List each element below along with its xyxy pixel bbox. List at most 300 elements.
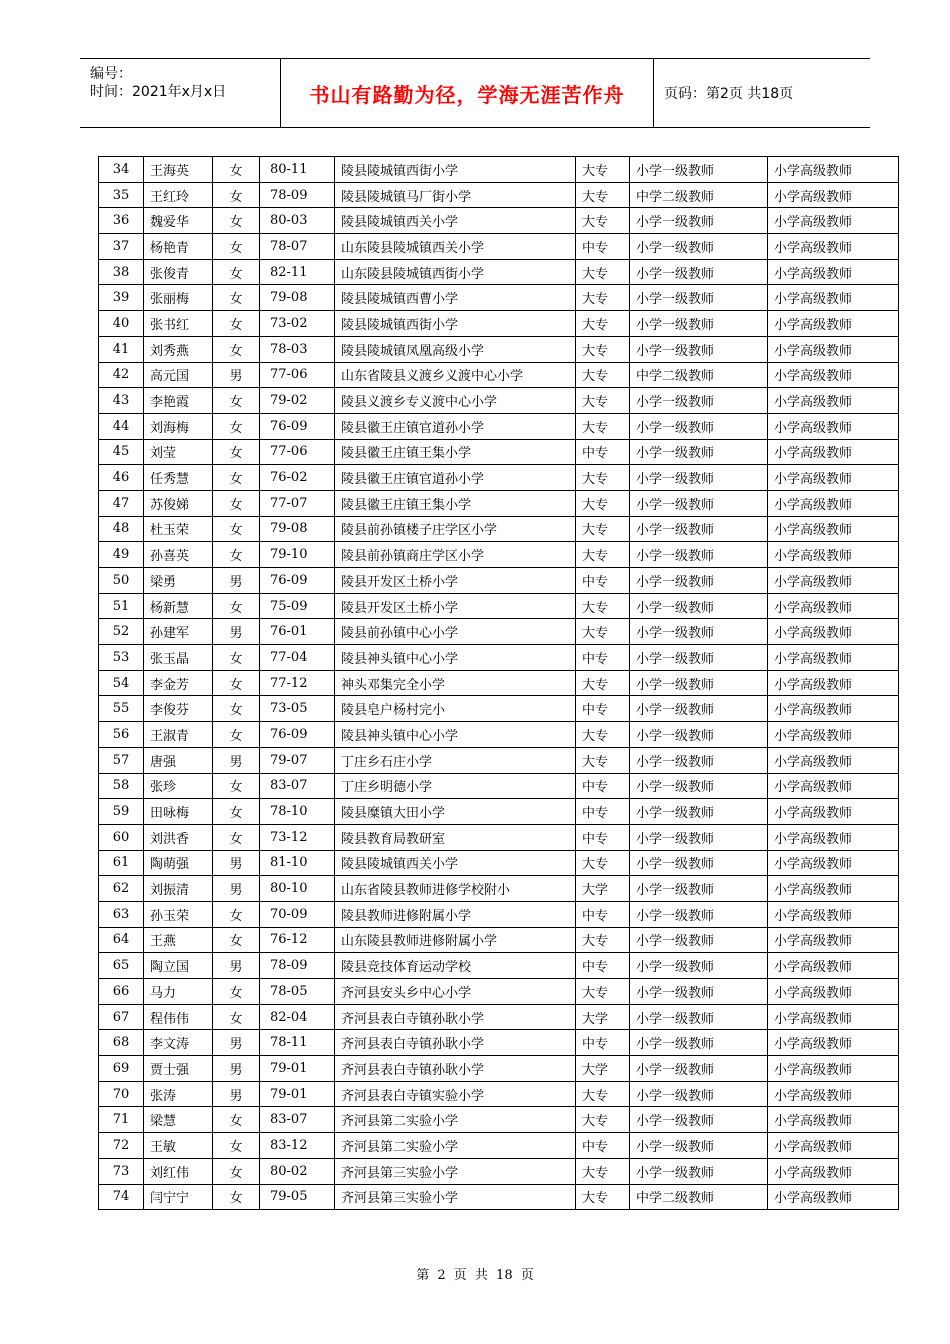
school-name-cell: 陵县神头镇中心小学	[335, 722, 576, 748]
row-number-cell: 67	[99, 1004, 144, 1030]
row-number-cell: 71	[99, 1107, 144, 1133]
birth-date-cell: 78-10	[260, 799, 335, 825]
teacher-name-cell: 程伟伟	[144, 1004, 213, 1030]
current-title-cell: 小学一级教师	[630, 645, 768, 671]
education-cell: 大专	[576, 311, 630, 337]
gender-cell: 女	[213, 208, 260, 234]
school-name-cell: 山东陵县教师进修附属小学	[335, 927, 576, 953]
applied-title-cell: 小学高级教师	[768, 413, 899, 439]
row-number-cell: 46	[99, 465, 144, 491]
education-cell: 大学	[576, 1004, 630, 1030]
current-title-cell: 中学二级教师	[630, 182, 768, 208]
teacher-name-cell: 贾士强	[144, 1056, 213, 1082]
table-row	[99, 259, 899, 285]
teacher-name-cell: 张俊青	[144, 259, 213, 285]
applied-title-cell: 小学高级教师	[768, 1133, 899, 1159]
applied-title-cell: 小学高级教师	[768, 465, 899, 491]
table-row	[99, 234, 899, 260]
applied-title-cell: 小学高级教师	[768, 1081, 899, 1107]
current-title-cell: 小学一级教师	[630, 747, 768, 773]
time-label: 时间：2021年x月x日	[90, 84, 227, 100]
teacher-name-cell: 王燕	[144, 927, 213, 953]
school-name-cell: 陵县糜镇大田小学	[335, 799, 576, 825]
table-row	[99, 311, 899, 337]
birth-date-cell: 78-09	[260, 182, 335, 208]
table-row	[99, 516, 899, 542]
applied-title-cell: 小学高级教师	[768, 722, 899, 748]
birth-date-cell: 78-05	[260, 979, 335, 1005]
gender-cell: 女	[213, 516, 260, 542]
table-row	[99, 747, 899, 773]
birth-date-cell: 77-07	[260, 490, 335, 516]
teacher-name-cell: 刘红伟	[144, 1158, 213, 1184]
applied-title-cell: 小学高级教师	[768, 979, 899, 1005]
school-name-cell: 陵县义渡乡专义渡中心小学	[335, 388, 576, 414]
education-cell: 大专	[576, 850, 630, 876]
teacher-name-cell: 张书红	[144, 311, 213, 337]
applied-title-cell: 小学高级教师	[768, 901, 899, 927]
teacher-name-cell: 孙玉荣	[144, 901, 213, 927]
birth-date-cell: 73-12	[260, 824, 335, 850]
table-row	[99, 439, 899, 465]
applied-title-cell: 小学高级教师	[768, 1107, 899, 1133]
applied-title-cell: 小学高级教师	[768, 234, 899, 260]
teacher-name-cell: 闫宁宁	[144, 1184, 213, 1210]
school-name-cell: 山东陵县陵城镇西关小学	[335, 234, 576, 260]
teacher-name-cell: 田咏梅	[144, 799, 213, 825]
birth-date-cell: 82-04	[260, 1004, 335, 1030]
teacher-name-cell: 王淑青	[144, 722, 213, 748]
applied-title-cell: 小学高级教师	[768, 490, 899, 516]
teacher-name-cell: 张丽梅	[144, 285, 213, 311]
row-number-cell: 61	[99, 850, 144, 876]
gender-cell: 男	[213, 568, 260, 594]
birth-date-cell: 78-03	[260, 336, 335, 362]
current-title-cell: 小学一级教师	[630, 670, 768, 696]
applied-title-cell: 小学高级教师	[768, 1184, 899, 1210]
applied-title-cell: 小学高级教师	[768, 1004, 899, 1030]
row-number-cell: 44	[99, 413, 144, 439]
birth-date-cell: 78-11	[260, 1030, 335, 1056]
education-cell: 中专	[576, 824, 630, 850]
birth-date-cell: 75-09	[260, 593, 335, 619]
current-title-cell: 小学一级教师	[630, 1133, 768, 1159]
education-cell: 大专	[576, 182, 630, 208]
current-title-cell: 小学一级教师	[630, 953, 768, 979]
gender-cell: 女	[213, 645, 260, 671]
education-cell: 中专	[576, 773, 630, 799]
education-cell: 大专	[576, 388, 630, 414]
school-name-cell: 丁庄乡明德小学	[335, 773, 576, 799]
row-number-cell: 70	[99, 1081, 144, 1107]
current-title-cell: 小学一级教师	[630, 773, 768, 799]
current-title-cell: 小学一级教师	[630, 234, 768, 260]
gender-cell: 女	[213, 799, 260, 825]
birth-date-cell: 76-02	[260, 465, 335, 491]
table-row	[99, 388, 899, 414]
applied-title-cell: 小学高级教师	[768, 850, 899, 876]
gender-cell: 女	[213, 542, 260, 568]
gender-cell: 女	[213, 1133, 260, 1159]
school-name-cell: 陵县开发区土桥小学	[335, 593, 576, 619]
row-number-cell: 69	[99, 1056, 144, 1082]
education-cell: 中专	[576, 1030, 630, 1056]
education-cell: 大专	[576, 336, 630, 362]
gender-cell: 女	[213, 311, 260, 337]
current-title-cell: 小学一级教师	[630, 1107, 768, 1133]
school-name-cell: 齐河县表白寺镇孙耿小学	[335, 1004, 576, 1030]
row-number-cell: 68	[99, 1030, 144, 1056]
current-title-cell: 小学一级教师	[630, 876, 768, 902]
applied-title-cell: 小学高级教师	[768, 645, 899, 671]
education-cell: 大专	[576, 722, 630, 748]
birth-date-cell: 79-08	[260, 285, 335, 311]
table-row	[99, 1107, 899, 1133]
teacher-name-cell: 陶立国	[144, 953, 213, 979]
table-row	[99, 696, 899, 722]
row-number-cell: 65	[99, 953, 144, 979]
applied-title-cell: 小学高级教师	[768, 1030, 899, 1056]
school-name-cell: 陵县徽王庄镇官道孙小学	[335, 465, 576, 491]
table-row	[99, 1081, 899, 1107]
education-cell: 大专	[576, 259, 630, 285]
gender-cell: 女	[213, 773, 260, 799]
birth-date-cell: 79-01	[260, 1081, 335, 1107]
birth-date-cell: 79-10	[260, 542, 335, 568]
teacher-name-cell: 刘莹	[144, 439, 213, 465]
education-cell: 大专	[576, 542, 630, 568]
education-cell: 大学	[576, 876, 630, 902]
applied-title-cell: 小学高级教师	[768, 516, 899, 542]
school-name-cell: 陵县徽王庄镇王集小学	[335, 490, 576, 516]
school-name-cell: 陵县教育局教研室	[335, 824, 576, 850]
current-title-cell: 小学一级教师	[630, 388, 768, 414]
gender-cell: 女	[213, 234, 260, 260]
education-cell: 大学	[576, 1056, 630, 1082]
applied-title-cell: 小学高级教师	[768, 876, 899, 902]
education-cell: 大专	[576, 490, 630, 516]
teacher-name-cell: 刘洪香	[144, 824, 213, 850]
gender-cell: 女	[213, 388, 260, 414]
current-title-cell: 小学一级教师	[630, 1158, 768, 1184]
current-title-cell: 小学一级教师	[630, 568, 768, 594]
gender-cell: 女	[213, 182, 260, 208]
current-title-cell: 中学二级教师	[630, 1184, 768, 1210]
education-cell: 大专	[576, 465, 630, 491]
table-row	[99, 208, 899, 234]
row-number-cell: 52	[99, 619, 144, 645]
row-number-cell: 41	[99, 336, 144, 362]
education-cell: 大专	[576, 208, 630, 234]
current-title-cell: 小学一级教师	[630, 593, 768, 619]
school-name-cell: 陵县陵城镇西街小学	[335, 311, 576, 337]
gender-cell: 男	[213, 850, 260, 876]
birth-date-cell: 70-09	[260, 901, 335, 927]
row-number-cell: 42	[99, 362, 144, 388]
education-cell: 大专	[576, 927, 630, 953]
birth-date-cell: 79-05	[260, 1184, 335, 1210]
current-title-cell: 小学一级教师	[630, 465, 768, 491]
teacher-name-cell: 梁慧	[144, 1107, 213, 1133]
row-number-cell: 63	[99, 901, 144, 927]
table-row	[99, 568, 899, 594]
gender-cell: 女	[213, 824, 260, 850]
birth-date-cell: 78-09	[260, 953, 335, 979]
page-code: 页码：第2页 共18页	[664, 86, 794, 102]
education-cell: 中专	[576, 799, 630, 825]
education-cell: 大专	[576, 285, 630, 311]
current-title-cell: 小学一级教师	[630, 1056, 768, 1082]
education-cell: 大专	[576, 747, 630, 773]
teacher-name-cell: 王红玲	[144, 182, 213, 208]
school-name-cell: 陵县陵城镇西关小学	[335, 850, 576, 876]
row-number-cell: 66	[99, 979, 144, 1005]
school-name-cell: 山东省陵县义渡乡义渡中心小学	[335, 362, 576, 388]
teacher-name-cell: 李金芳	[144, 670, 213, 696]
table-row	[99, 645, 899, 671]
applied-title-cell: 小学高级教师	[768, 388, 899, 414]
birth-date-cell: 79-07	[260, 747, 335, 773]
row-number-cell: 34	[99, 157, 144, 183]
table-body	[99, 157, 899, 1210]
applied-title-cell: 小学高级教师	[768, 696, 899, 722]
page-header	[80, 58, 870, 128]
row-number-cell: 62	[99, 876, 144, 902]
applied-title-cell: 小学高级教师	[768, 799, 899, 825]
teacher-name-cell: 李俊芬	[144, 696, 213, 722]
gender-cell: 女	[213, 465, 260, 491]
gender-cell: 男	[213, 1081, 260, 1107]
education-cell: 大专	[576, 157, 630, 183]
applied-title-cell: 小学高级教师	[768, 593, 899, 619]
table-row	[99, 413, 899, 439]
current-title-cell: 小学一级教师	[630, 259, 768, 285]
school-name-cell: 陵县前孙镇中心小学	[335, 619, 576, 645]
education-cell: 大专	[576, 1107, 630, 1133]
table-row	[99, 182, 899, 208]
teacher-name-cell: 杨新慧	[144, 593, 213, 619]
school-name-cell: 陵县陵城镇马厂街小学	[335, 182, 576, 208]
school-name-cell: 齐河县表白寺镇实验小学	[335, 1081, 576, 1107]
applied-title-cell: 小学高级教师	[768, 336, 899, 362]
applied-title-cell: 小学高级教师	[768, 619, 899, 645]
teacher-name-cell: 李艳霞	[144, 388, 213, 414]
table-row	[99, 670, 899, 696]
applied-title-cell: 小学高级教师	[768, 259, 899, 285]
table-row	[99, 773, 899, 799]
number-label: 编号：	[90, 66, 132, 82]
current-title-cell: 小学一级教师	[630, 516, 768, 542]
gender-cell: 女	[213, 259, 260, 285]
page-footer: 第 2 页 共 18 页	[416, 1268, 534, 1283]
education-cell: 大专	[576, 1158, 630, 1184]
current-title-cell: 小学一级教师	[630, 619, 768, 645]
gender-cell: 女	[213, 1107, 260, 1133]
table-row	[99, 979, 899, 1005]
table-row	[99, 799, 899, 825]
applied-title-cell: 小学高级教师	[768, 182, 899, 208]
teacher-name-cell: 李文涛	[144, 1030, 213, 1056]
teacher-name-cell: 孙建军	[144, 619, 213, 645]
applied-title-cell: 小学高级教师	[768, 773, 899, 799]
current-title-cell: 小学一级教师	[630, 850, 768, 876]
applied-title-cell: 小学高级教师	[768, 362, 899, 388]
gender-cell: 女	[213, 336, 260, 362]
school-name-cell: 神头邓集完全小学	[335, 670, 576, 696]
birth-date-cell: 78-07	[260, 234, 335, 260]
row-number-cell: 47	[99, 490, 144, 516]
education-cell: 中专	[576, 439, 630, 465]
birth-date-cell: 73-02	[260, 311, 335, 337]
gender-cell: 女	[213, 1004, 260, 1030]
applied-title-cell: 小学高级教师	[768, 311, 899, 337]
teacher-name-cell: 梁勇	[144, 568, 213, 594]
gender-cell: 女	[213, 1184, 260, 1210]
current-title-cell: 小学一级教师	[630, 799, 768, 825]
birth-date-cell: 76-12	[260, 927, 335, 953]
current-title-cell: 小学一级教师	[630, 722, 768, 748]
gender-cell: 女	[213, 1158, 260, 1184]
education-cell: 大专	[576, 619, 630, 645]
row-number-cell: 49	[99, 542, 144, 568]
applied-title-cell: 小学高级教师	[768, 285, 899, 311]
school-name-cell: 齐河县第三实验小学	[335, 1158, 576, 1184]
school-name-cell: 齐河县第三实验小学	[335, 1184, 576, 1210]
gender-cell: 男	[213, 1030, 260, 1056]
current-title-cell: 小学一级教师	[630, 490, 768, 516]
row-number-cell: 64	[99, 927, 144, 953]
school-name-cell: 山东省陵县教师进修学校附小	[335, 876, 576, 902]
row-number-cell: 37	[99, 234, 144, 260]
school-name-cell: 丁庄乡石庄小学	[335, 747, 576, 773]
birth-date-cell: 77-12	[260, 670, 335, 696]
birth-date-cell: 83-07	[260, 1107, 335, 1133]
gender-cell: 女	[213, 901, 260, 927]
row-number-cell: 60	[99, 824, 144, 850]
applied-title-cell: 小学高级教师	[768, 542, 899, 568]
table-row	[99, 850, 899, 876]
row-number-cell: 57	[99, 747, 144, 773]
birth-date-cell: 80-03	[260, 208, 335, 234]
applied-title-cell: 小学高级教师	[768, 927, 899, 953]
school-name-cell: 陵县陵城镇西街小学	[335, 157, 576, 183]
applied-title-cell: 小学高级教师	[768, 953, 899, 979]
education-cell: 中专	[576, 1133, 630, 1159]
teacher-name-cell: 张珍	[144, 773, 213, 799]
gender-cell: 男	[213, 1056, 260, 1082]
education-cell: 大专	[576, 413, 630, 439]
table-row	[99, 285, 899, 311]
education-cell: 大专	[576, 593, 630, 619]
education-cell: 大专	[576, 362, 630, 388]
education-cell: 大专	[576, 1184, 630, 1210]
school-name-cell: 陵县前孙镇楼子庄学区小学	[335, 516, 576, 542]
table-row	[99, 824, 899, 850]
current-title-cell: 小学一级教师	[630, 311, 768, 337]
teacher-name-cell: 王敏	[144, 1133, 213, 1159]
table-row	[99, 619, 899, 645]
birth-date-cell: 80-02	[260, 1158, 335, 1184]
table-row	[99, 876, 899, 902]
row-number-cell: 40	[99, 311, 144, 337]
current-title-cell: 小学一级教师	[630, 1004, 768, 1030]
birth-date-cell: 79-08	[260, 516, 335, 542]
teacher-name-cell: 刘振清	[144, 876, 213, 902]
birth-date-cell: 79-02	[260, 388, 335, 414]
current-title-cell: 小学一级教师	[630, 696, 768, 722]
row-number-cell: 36	[99, 208, 144, 234]
teacher-name-cell: 苏俊娣	[144, 490, 213, 516]
gender-cell: 女	[213, 439, 260, 465]
birth-date-cell: 77-06	[260, 439, 335, 465]
school-name-cell: 齐河县第二实验小学	[335, 1107, 576, 1133]
header-meta	[80, 59, 281, 127]
table-row	[99, 927, 899, 953]
applied-title-cell: 小学高级教师	[768, 439, 899, 465]
row-number-cell: 58	[99, 773, 144, 799]
education-cell: 中专	[576, 234, 630, 260]
teacher-name-cell: 任秀慧	[144, 465, 213, 491]
table-row	[99, 901, 899, 927]
row-number-cell: 43	[99, 388, 144, 414]
current-title-cell: 小学一级教师	[630, 336, 768, 362]
row-number-cell: 55	[99, 696, 144, 722]
gender-cell: 女	[213, 927, 260, 953]
row-number-cell: 48	[99, 516, 144, 542]
current-title-cell: 小学一级教师	[630, 208, 768, 234]
row-number-cell: 59	[99, 799, 144, 825]
education-cell: 大专	[576, 979, 630, 1005]
table-row	[99, 1184, 899, 1210]
school-name-cell: 齐河县表白寺镇孙耿小学	[335, 1056, 576, 1082]
row-number-cell: 72	[99, 1133, 144, 1159]
birth-date-cell: 83-12	[260, 1133, 335, 1159]
row-number-cell: 35	[99, 182, 144, 208]
row-number-cell: 73	[99, 1158, 144, 1184]
teacher-name-cell: 魏爱华	[144, 208, 213, 234]
table-row	[99, 542, 899, 568]
school-name-cell: 陵县开发区土桥小学	[335, 568, 576, 594]
education-cell: 中专	[576, 901, 630, 927]
row-number-cell: 39	[99, 285, 144, 311]
school-name-cell: 陵县陵城镇西曹小学	[335, 285, 576, 311]
current-title-cell: 小学一级教师	[630, 1081, 768, 1107]
applied-title-cell: 小学高级教师	[768, 670, 899, 696]
birth-date-cell: 79-01	[260, 1056, 335, 1082]
birth-date-cell: 80-10	[260, 876, 335, 902]
applied-title-cell: 小学高级教师	[768, 824, 899, 850]
current-title-cell: 小学一级教师	[630, 979, 768, 1005]
header-motto: 书山有路勤为径，学海无涯苦作舟	[281, 59, 654, 127]
teacher-name-cell: 刘秀燕	[144, 336, 213, 362]
gender-cell: 男	[213, 362, 260, 388]
teacher-table	[98, 156, 899, 1210]
school-name-cell: 齐河县安头乡中心小学	[335, 979, 576, 1005]
gender-cell: 男	[213, 876, 260, 902]
school-name-cell: 陵县陵城镇西关小学	[335, 208, 576, 234]
birth-date-cell: 76-09	[260, 413, 335, 439]
current-title-cell: 小学一级教师	[630, 157, 768, 183]
birth-date-cell: 83-07	[260, 773, 335, 799]
table-row	[99, 490, 899, 516]
birth-date-cell: 82-11	[260, 259, 335, 285]
gender-cell: 男	[213, 953, 260, 979]
gender-cell: 女	[213, 696, 260, 722]
teacher-name-cell: 刘海梅	[144, 413, 213, 439]
current-title-cell: 小学一级教师	[630, 413, 768, 439]
school-name-cell: 陵县徽王庄镇官道孙小学	[335, 413, 576, 439]
education-cell: 中专	[576, 953, 630, 979]
